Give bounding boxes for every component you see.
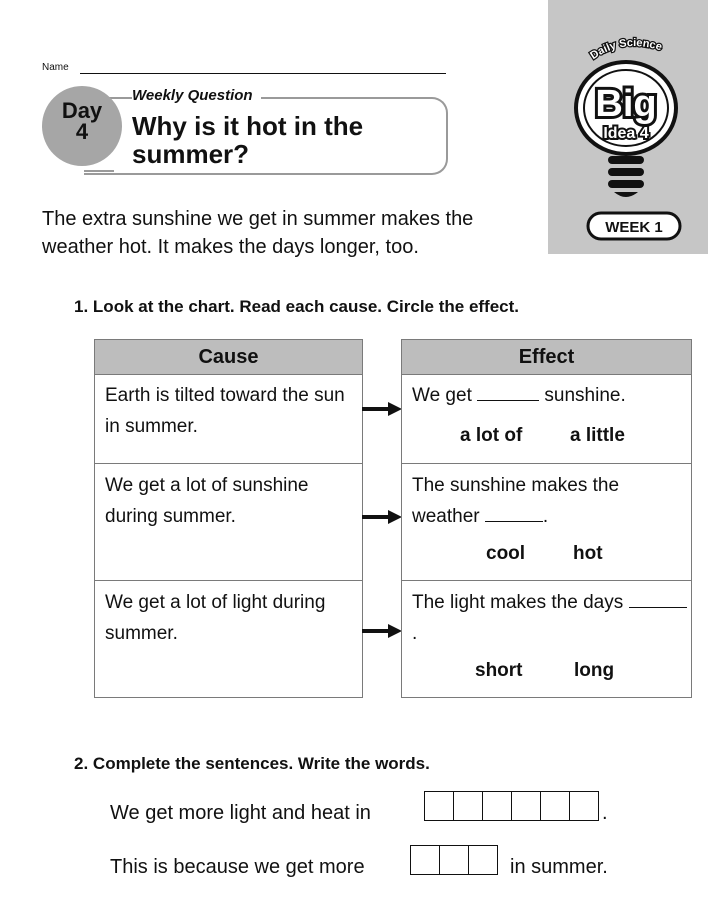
effect-header: Effect [402, 340, 691, 375]
day-word: Day [61, 98, 103, 123]
day-badge [42, 86, 122, 166]
letter-box[interactable] [411, 846, 440, 874]
question-1-text: Look at the chart. Read each cause. Circle the effect. [92, 297, 520, 316]
arc-text: Daily Science [588, 36, 664, 62]
sentence-2-end: in summer. [510, 856, 608, 878]
arrow-right-icon [362, 510, 402, 524]
effect-2 [412, 470, 687, 532]
choice-long[interactable]: long [574, 660, 615, 681]
letter-box[interactable] [440, 846, 469, 874]
arrow-right-icon [362, 402, 402, 416]
answer-boxes-1[interactable] [424, 791, 599, 821]
question-1-instruction [74, 297, 519, 317]
arrow-right-icon [362, 624, 402, 638]
letter-box[interactable] [570, 792, 598, 820]
big-text: Big [595, 83, 657, 125]
effect-3 [412, 587, 687, 649]
page-title: Why is it hot in the summer? [132, 111, 364, 169]
sentence-2-text: This is because we get more [110, 856, 365, 878]
row-divider [95, 463, 362, 464]
effect-2-text-end: . [542, 506, 549, 527]
choice-cool[interactable]: cool [486, 543, 526, 564]
effect-2-blank[interactable] [485, 505, 543, 522]
weekly-question-label: Weekly Question [132, 87, 261, 104]
effect-1-text: We get [412, 385, 472, 406]
effect-3-text: The light makes the days [412, 592, 624, 613]
letter-box[interactable] [483, 792, 512, 820]
cause-column [94, 339, 363, 698]
lightbulb-icon [548, 0, 708, 254]
letter-box[interactable] [512, 792, 541, 820]
question-2-number: 2. [74, 754, 89, 773]
letter-box[interactable] [469, 846, 497, 874]
question-2-text: Complete the sentences. Write the words. [92, 754, 430, 773]
effect-2-text: The sunshine makes the weather [412, 475, 620, 527]
letter-box[interactable] [425, 792, 454, 820]
answer-boxes-2[interactable] [410, 845, 498, 875]
sentence-1-end: . [602, 802, 608, 824]
effect-3-text-end: . [412, 623, 418, 644]
effect-column [401, 339, 692, 698]
effect-1-text-end: sunshine. [544, 385, 626, 406]
choice-hot[interactable]: hot [573, 543, 603, 564]
choice-a-little[interactable]: a little [570, 425, 625, 446]
intro-paragraph: The extra sunshine we get in summer makes the weather hot. It makes the days longer, too. [42, 208, 474, 258]
row-divider [402, 580, 691, 581]
letter-box[interactable] [541, 792, 570, 820]
choice-short[interactable]: short [475, 660, 523, 681]
day-number: 4 [75, 119, 89, 144]
question-1-number: 1. [74, 297, 89, 316]
idea-text: Idea 4 [603, 125, 649, 142]
name-label: Name [42, 62, 69, 73]
question-2-instruction [74, 754, 430, 774]
effect-1 [412, 380, 687, 411]
cause-3: We get a lot of light during summer. [105, 592, 326, 644]
letter-box[interactable] [454, 792, 483, 820]
question-frame-bottom [84, 170, 114, 172]
name-write-line[interactable] [80, 73, 446, 74]
row-divider [402, 463, 691, 464]
effect-3-blank[interactable] [629, 591, 687, 608]
big-idea-panel [548, 0, 708, 254]
sentence-1-text: We get more light and heat in [110, 802, 371, 824]
row-divider [95, 580, 362, 581]
cause-header: Cause [95, 340, 362, 375]
week-label: WEEK 1 [605, 219, 663, 236]
effect-1-blank[interactable] [477, 384, 539, 401]
cause-2: We get a lot of sunshine during summer. [105, 475, 309, 527]
cause-1: Earth is tilted toward the sun in summer. [105, 385, 345, 437]
choice-a-lot-of[interactable]: a lot of [460, 425, 523, 446]
